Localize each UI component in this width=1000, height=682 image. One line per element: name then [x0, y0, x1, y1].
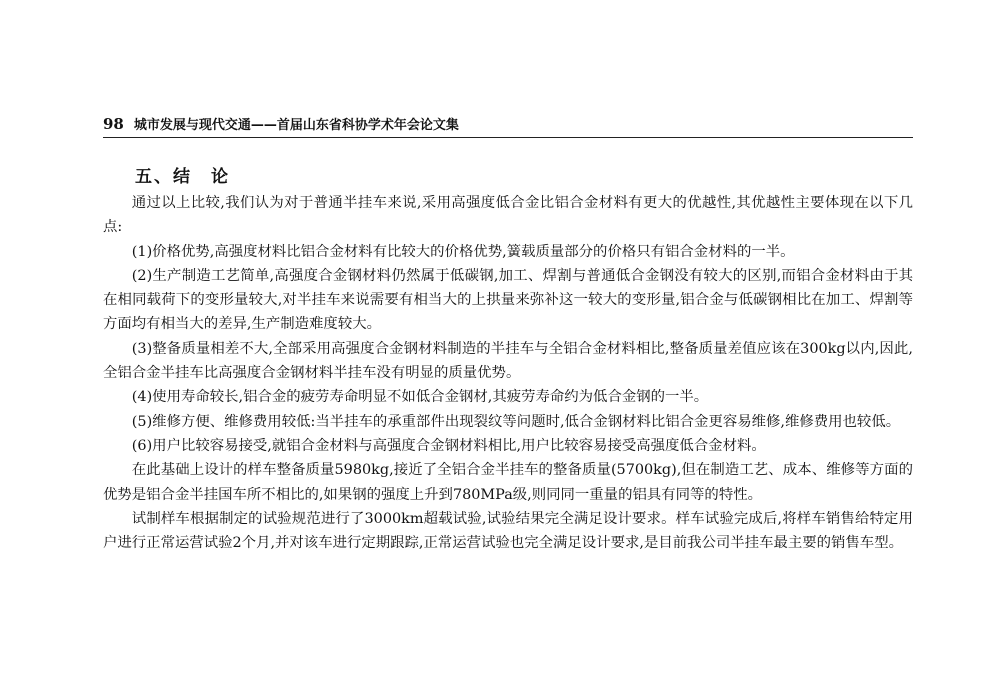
- running-header: [103, 114, 913, 134]
- section-heading: 五、结 论: [135, 167, 230, 187]
- paragraph-trial-results: 试制样车根据制定的试验规范进行了3000km超载试验,试验结果完全满足设计要求。样车试验完成后,将样车销售给特定用户进行正常运营试验2个月,并对该车进行定期跟踪,正常运营试验也完全满足设计要求,是目前我公司半挂车最主要的销售车型。: [103, 510, 913, 552]
- paragraph-point-4: (4)使用寿命较长,铝合金的疲劳寿命明显不如低合金钢材,其疲劳寿命约为低合金钢的一半。: [131, 389, 709, 406]
- paragraph-intro: 通过以上比较,我们认为对于普通半挂车来说,采用高强度低合金比铝合金材料有更大的优越性,其优越性主要体现在以下几点:: [103, 195, 913, 236]
- running-title: 城市发展与现代交通——首届山东省科协学术年会论文集: [133, 118, 459, 133]
- paragraph-point-5: (5)维修方便、维修费用较低:当半挂车的承重部件出现裂纹等问题时,低合金钢材料比铝合金更容易维修,维修费用也较低。: [131, 413, 901, 430]
- page-number: 98: [103, 115, 124, 133]
- paragraph-point-6: (6)用户比较容易接受,就铝合金材料与高强度合金钢材料相比,用户比较容易接受高强度低合金材料。: [131, 437, 766, 454]
- paragraph-point-3: (3)整备质量相差不大,全部采用高强度合金钢材料制造的半挂车与全铝合金材料相比,整备质量差值应该在300kg以内,因此,全铝合金半挂车比高强度合金钢材料半挂车没有明显的质量优势。: [103, 340, 913, 382]
- paragraph-point-1: (1)价格优势,高强度材料比铝合金材料有比较大的价格优势,簧载质量部分的价格只有铝合金材料的一半。: [131, 243, 795, 260]
- header-divider: [103, 137, 913, 138]
- paragraph-point-2: (2)生产制造工艺简单,高强度合金钢材料仍然属于低碳钢,加工、焊割与普通低合金钢没有较大的区别,而铝合金材料由于其在相同载荷下的变形量较大,对半挂车来说需要有相当大的上拱量来弥补这一较大的变形量,铝合金与低碳钢相比在加工、焊割等方面均有相当大的差异,生产制造难度较大。: [103, 267, 913, 333]
- body-text: [103, 191, 913, 555]
- paragraph-sample-vehicle: 在此基础上设计的样车整备质量5980kg,接近了全铝合金半挂车的整备质量(5700kg),但在制造工艺、成本、维修等方面的优势是铝合金半挂国车所不相比的,如果钢的强度上升到780MPa级,则同同一重量的铝具有同等的特性。: [103, 462, 913, 503]
